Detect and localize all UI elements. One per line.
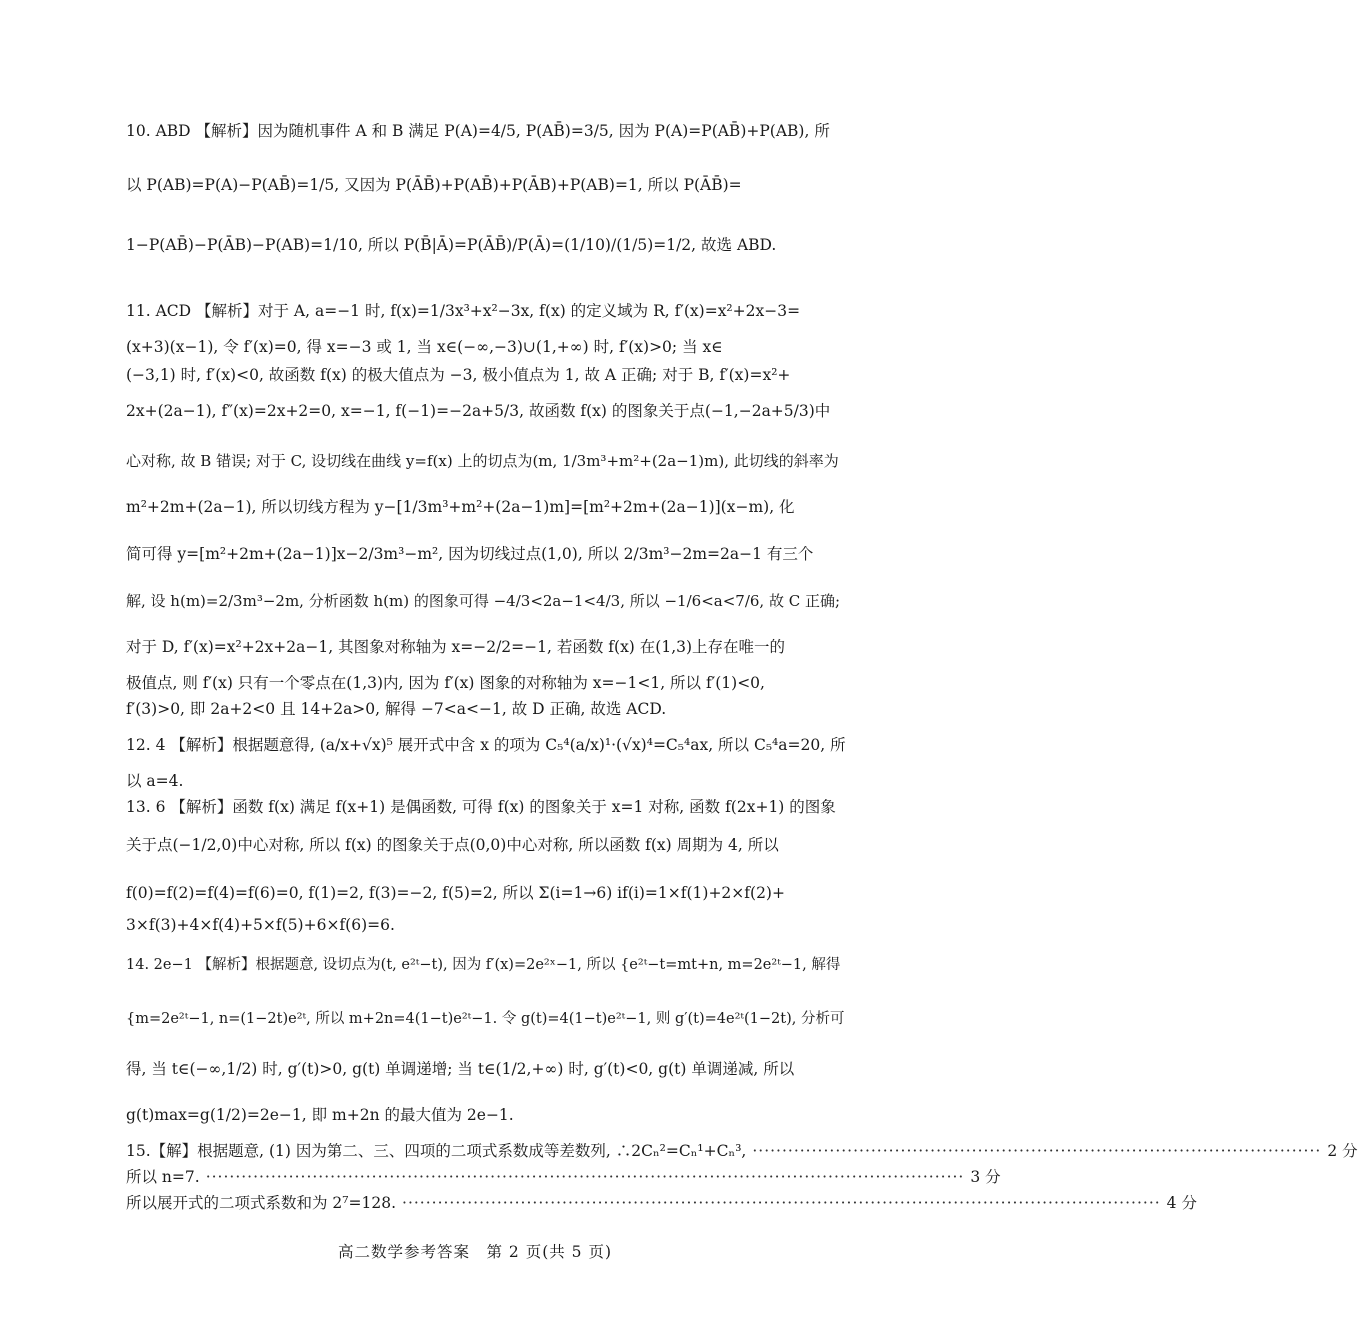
score-points: 4 分: [1166, 1194, 1197, 1212]
text-line: m²+2m+(2a−1), 所以切线方程为 y−[1/3m³+m²+(2a−1)m]=[m²+2m+(2a−1)](x−m), 化: [126, 498, 795, 516]
text-line: 解, 设 h(m)=2/3m³−2m, 分析函数 h(m) 的图象可得 −4/3<2a−1<4/3, 所以 −1/6<a<7/6, 故 C 正确;: [126, 592, 841, 610]
text-line: {m=2e²ᵗ−1, n=(1−2t)e²ᵗ, 所以 m+2n=4(1−t)e²ᵗ−1. 令 g(t)=4(1−t)e²ᵗ−1, 则 g′(t)=4e²ᵗ(1−2t), 分析可: [126, 1011, 845, 1027]
text-line: 11. ACD 【解析】对于 A, a=−1 时, f(x)=1/3x³+x²−3x, f(x) 的定义域为 R, f′(x)=x²+2x−3=: [126, 302, 801, 320]
text-line: 得, 当 t∈(−∞,1/2) 时, g′(t)>0, g(t) 单调递增; 当 t∈(1/2,+∞) 时, g′(t)<0, g(t) 单调递减, 所以: [126, 1060, 795, 1078]
text-line: 14. 2e−1 【解析】根据题意, 设切点为(t, e²ᵗ−t), 因为 f′(x)=2e²ˣ−1, 所以 {e²ᵗ−t=mt+n, m=2e²ᵗ−1, 解得: [126, 957, 841, 973]
leader-dots: ································································································: [752, 1142, 1322, 1160]
text-line: 简可得 y=[m²+2m+(2a−1)]x−2/3m³−m², 因为切线过点(1,0), 所以 2/3m³−2m=2a−1 有三个: [126, 545, 814, 563]
text-line: 极值点, 则 f′(x) 只有一个零点在(1,3)内, 因为 f′(x) 图象的对称轴为 x=−1<1, 所以 f′(1)<0,: [126, 674, 765, 692]
text-line: 以 a=4.: [126, 772, 184, 790]
text-line: (−3,1) 时, f′(x)<0, 故函数 f(x) 的极大值点为 −3, 极小值点为 1, 故 A 正确; 对于 B, f′(x)=x²+: [126, 366, 791, 384]
text-line: f′(3)>0, 即 2a+2<0 且 14+2a>0, 解得 −7<a<−1, 故 D 正确, 故选 ACD.: [126, 700, 667, 718]
text-line: 心对称, 故 B 错误; 对于 C, 设切线在曲线 y=f(x) 上的切点为(m, 1/3m³+m²+(2a−1)m), 此切线的斜率为: [126, 452, 839, 470]
text-line: 对于 D, f′(x)=x²+2x+2a−1, 其图象对称轴为 x=−2/2=−1, 若函数 f(x) 在(1,3)上存在唯一的: [126, 638, 786, 656]
text-line: 12. 4 【解析】根据题意得, (a/x+√x)⁵ 展开式中含 x 的项为 C₅⁴(a/x)¹·(√x)⁴=C₅⁴ax, 所以 C₅⁴a=20, 所: [126, 736, 846, 754]
leader-dots: ································································································································: [205, 1168, 965, 1186]
score-line: [126, 1166, 1001, 1188]
text-line: 13. 6 【解析】函数 f(x) 满足 f(x+1) 是偶函数, 可得 f(x) 的图象关于 x=1 对称, 函数 f(2x+1) 的图象: [126, 798, 836, 816]
page-footer: 高二数学参考答案 第 2 页(共 5 页): [337, 1243, 613, 1261]
score-points: 3 分: [970, 1168, 1001, 1186]
score-line: [126, 1192, 1197, 1214]
text-line: 关于点(−1/2,0)中心对称, 所以 f(x) 的图象关于点(0,0)中心对称, 所以函数 f(x) 周期为 4, 所以: [126, 836, 779, 854]
leader-dots: ································································································································: [402, 1194, 1161, 1212]
text-line: 1−P(AB̄)−P(ĀB)−P(AB)=1/10, 所以 P(B̄|Ā)=P(ĀB̄)/P(Ā)=(1/10)/(1/5)=1/2, 故选 ABD.: [126, 236, 777, 254]
text-line: f(0)=f(2)=f(4)=f(6)=0, f(1)=2, f(3)=−2, f(5)=2, 所以 Σ(i=1→6) if(i)=1×f(1)+2×f(2)+: [126, 884, 785, 902]
text-line: 10. ABD 【解析】因为随机事件 A 和 B 满足 P(A)=4/5, P(AB̄)=3/5, 因为 P(A)=P(AB̄)+P(AB), 所: [126, 122, 830, 140]
text-line: g(t)max=g(1/2)=2e−1, 即 m+2n 的最大值为 2e−1.: [126, 1106, 514, 1124]
score-line-text: 15.【解】根据题意, (1) 因为第二、三、四项的二项式系数成等差数列, ∴2Cₙ²=Cₙ¹+Cₙ³,: [126, 1142, 747, 1160]
score-line: [126, 1140, 1358, 1162]
score-points: 2 分: [1327, 1142, 1358, 1160]
score-line-text: 所以 n=7.: [126, 1168, 200, 1186]
text-line: 以 P(AB)=P(A)−P(AB̄)=1/5, 又因为 P(ĀB̄)+P(AB̄)+P(ĀB)+P(AB)=1, 所以 P(ĀB̄)=: [126, 176, 742, 194]
text-line: 2x+(2a−1), f″(x)=2x+2=0, x=−1, f(−1)=−2a+5/3, 故函数 f(x) 的图象关于点(−1,−2a+5/3)中: [126, 402, 831, 420]
text-line: 3×f(3)+4×f(4)+5×f(5)+6×f(6)=6.: [126, 916, 395, 934]
text-line: (x+3)(x−1), 令 f′(x)=0, 得 x=−3 或 1, 当 x∈(−∞,−3)∪(1,+∞) 时, f′(x)>0; 当 x∈: [126, 338, 723, 356]
score-line-text: 所以展开式的二项式系数和为 2⁷=128.: [126, 1194, 397, 1212]
